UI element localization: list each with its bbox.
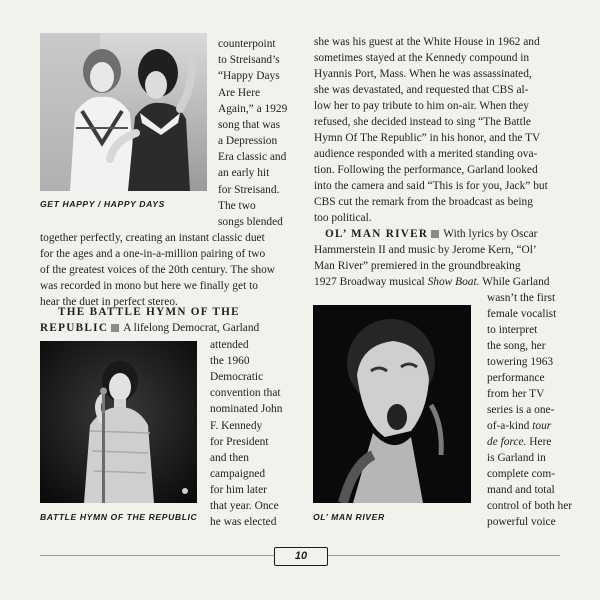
text-line: too political. — [314, 212, 372, 224]
show-title: Show Boat. — [427, 276, 480, 288]
photo-get-happy-art — [40, 33, 207, 191]
section-marker-icon — [431, 230, 439, 238]
text-line: refused, she decided instead to sing “The Battle — [314, 116, 531, 128]
text-line: Democratic — [210, 371, 264, 383]
text-line: Hymn Of The Republic” in his honor, and the TV — [314, 132, 541, 144]
text-line: The two — [218, 200, 256, 212]
section-head-battle-hymn: THE BATTLE HYMN OF THE — [58, 306, 240, 318]
text-line: “Happy Days — [218, 70, 280, 82]
text-line: mand and total — [487, 484, 555, 496]
page-number-box — [274, 547, 328, 566]
text-line: to interpret — [487, 324, 538, 336]
text-line: she was devastated, and requested that CBS al- — [314, 84, 529, 96]
text-line: for him later — [210, 484, 267, 496]
text-line: female vocalist — [487, 308, 557, 320]
text-line: low her to pay tribute to him on-air. When they — [314, 100, 529, 112]
text-line: together perfectly, creating an instant classic duet — [40, 232, 265, 244]
text-line: complete com- — [487, 468, 555, 480]
text-line: hear the duet in perfect stereo. — [40, 296, 178, 308]
text-line: he was elected — [210, 516, 277, 528]
text-line: the 1960 — [210, 355, 250, 367]
text-line: sometimes stayed at the Kennedy compound in — [314, 52, 530, 64]
text-line: of the greatest voices of the 20th century. The show — [40, 264, 276, 276]
text-segment: Here — [526, 436, 552, 448]
text-line: for Streisand. — [218, 184, 280, 196]
photo-get-happy — [40, 33, 207, 191]
text-line-tour — [487, 418, 551, 434]
text-segment: While Garland — [479, 276, 550, 288]
section-head-ol-man-river-line — [325, 226, 537, 242]
text-line: audience responded with a merited standing ova- — [314, 148, 538, 160]
text-line: control of both her — [487, 500, 573, 512]
text-line: tion. Following the performance, Garland looked — [314, 164, 538, 176]
text-line: Again,” a 1929 — [218, 103, 288, 115]
text-line: for President — [210, 436, 269, 448]
text-line-de-force — [487, 434, 551, 450]
text-line: that year. Once — [210, 500, 279, 512]
text-line: to Streisand’s — [218, 54, 280, 66]
text-line: Era classic and — [218, 151, 287, 163]
section-head-battle-hymn-end: REPUBLIC — [40, 322, 109, 334]
text-line: songs blended — [218, 216, 283, 228]
text-line-show-boat — [314, 274, 550, 290]
text-line: is Garland in — [487, 452, 546, 464]
text-line: performance — [487, 372, 545, 384]
photo-ol-man-river — [313, 305, 471, 503]
photo-ol-man-river-art — [313, 305, 471, 503]
text-line: CBS cut the remark from the broadcast as being — [314, 196, 533, 208]
text-line: she was his guest at the White House in 1962 and — [314, 36, 540, 48]
italic-phrase: de force. — [487, 436, 527, 448]
text-line: series is a one- — [487, 404, 555, 416]
text-line: Are Here — [218, 87, 261, 99]
text-line: campaigned — [210, 468, 266, 480]
text-line: Man River” premiered in the groundbreaking — [314, 260, 521, 272]
text-line: F. Kennedy — [210, 420, 263, 432]
text-line: was recorded in mono but here we finally get to — [40, 280, 258, 292]
text-line: A lifelong Democrat, Garland — [123, 322, 260, 334]
text-line: the song, her — [487, 340, 546, 352]
caption-ol-man-river: OL’ MAN RIVER — [313, 512, 385, 522]
text-line: With lyrics by Oscar — [443, 228, 538, 240]
text-line: for the ages and a one-in-a-million pairing of two — [40, 248, 266, 260]
text-line: attended — [210, 339, 249, 351]
text-line: convention that — [210, 387, 281, 399]
photo-battle-hymn-art — [40, 341, 197, 503]
photo-battle-hymn — [40, 341, 197, 503]
caption-battle-hymn: BATTLE HYMN OF THE REPUBLIC — [40, 512, 198, 522]
text-line: Hyannis Port, Mass. When he was assassinated, — [314, 68, 532, 80]
text-line: wasn’t the first — [487, 292, 556, 304]
text-line: and then — [210, 452, 249, 464]
page-number: 10 — [294, 550, 308, 562]
text-line: towering 1963 — [487, 356, 554, 368]
text-line: into the camera and said “This is for you, Jack” but — [314, 180, 548, 192]
text-line: an early hit — [218, 167, 270, 179]
text-segment: of-a-kind — [487, 420, 533, 432]
text-line: powerful voice — [487, 516, 556, 528]
text-line: from her TV — [487, 388, 545, 400]
caption-get-happy: GET HAPPY / HAPPY DAYS — [40, 199, 165, 209]
section-marker-icon — [111, 324, 119, 332]
text-line: song that was — [218, 119, 281, 131]
section-head-battle-hymn-line2 — [40, 320, 259, 336]
text-line: Hammerstein II and music by Jerome Kern, “Ol’ — [314, 244, 537, 256]
italic-word: tour — [532, 420, 552, 432]
text-segment: 1927 Broadway musical — [314, 276, 428, 288]
text-line: nominated John — [210, 403, 283, 415]
section-head-ol-man-river: OL’ MAN RIVER — [325, 228, 429, 240]
text-line: counterpoint — [218, 38, 276, 50]
text-line: a Depression — [218, 135, 278, 147]
